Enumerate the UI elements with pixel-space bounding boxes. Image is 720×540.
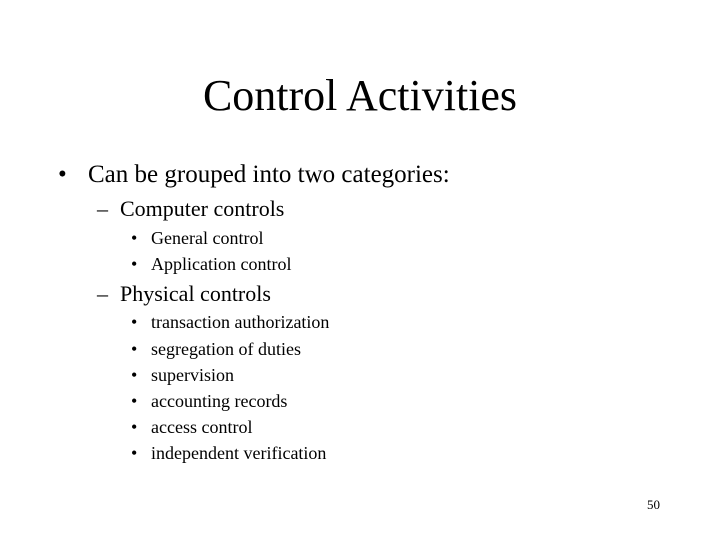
bullet-marker: • <box>58 161 67 188</box>
sub-bullet-marker: • <box>131 339 138 359</box>
group-label-computer-controls: Computer controls <box>120 196 285 221</box>
sub-bullet-marker: • <box>131 391 138 411</box>
sub-bullet-marker: • <box>131 312 138 332</box>
sub-bullet-marker: • <box>131 228 138 248</box>
list-item-segregation-of-duties: segregation of duties <box>151 339 301 359</box>
sub-bullet-marker: • <box>131 443 138 463</box>
bullet-text-categories: Can be grouped into two categories: <box>88 161 450 188</box>
list-item-supervision: supervision <box>151 365 234 385</box>
group-label-physical-controls: Physical controls <box>120 281 271 306</box>
sub-bullet-marker: • <box>131 254 138 274</box>
list-item-application-control: Application control <box>151 254 292 274</box>
sub-bullet-marker: • <box>131 365 138 385</box>
list-item-transaction-authorization: transaction authorization <box>151 312 330 332</box>
page-number: 50 <box>647 497 660 512</box>
list-item-general-control: General control <box>151 228 264 248</box>
sub-bullet-marker: • <box>131 417 138 437</box>
slide-title: Control Activities <box>202 71 518 120</box>
dash-marker: – <box>97 196 108 221</box>
list-item-independent-verification: independent verification <box>151 443 327 463</box>
list-item-accounting-records: accounting records <box>151 391 288 411</box>
list-item-access-control: access control <box>151 417 253 437</box>
dash-marker: – <box>97 281 108 306</box>
